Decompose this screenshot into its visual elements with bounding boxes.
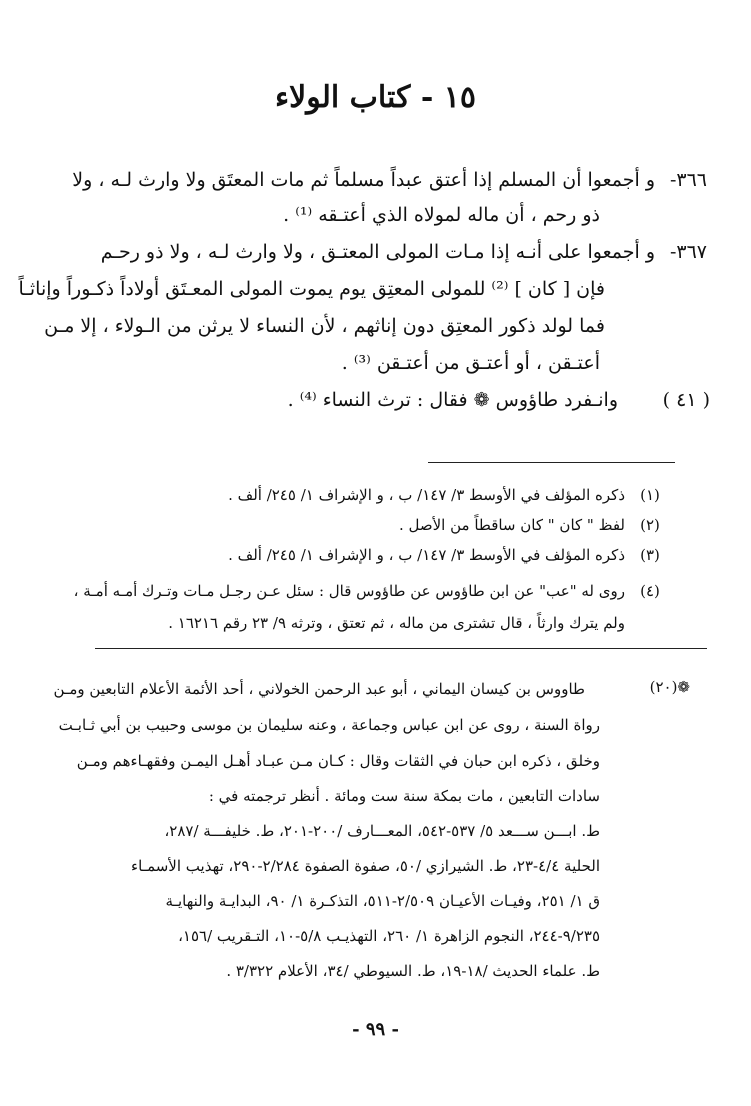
- footnote-text: ولم يترك وارثاً ، قال تشترى من ماله ، ثم تعتق ، وترثه ٩/ ٢٣ رقم ١٦٢١٦ .: [168, 614, 625, 632]
- footnote-text: لفظ " كان " كان ساقطاً من الأصل .: [398, 516, 625, 534]
- biography-line: الحلية ٤/٤-٢٣، ط. الشيرازي /٥٠، صفوة الصفوة ٢/٢٨٤-٢٩٠، تهذيب الأسمـاء: [131, 857, 600, 875]
- article-line: ذو رحم ، أن ماله لمولاه الذي أعتـقه ⁽¹⁾ .: [283, 204, 600, 226]
- footnote-text: روى له "عب" عن ابن طاؤوس عن طاؤوس قال : سئل عـن رجـل مـات وتـرك أمـه أمـة ،: [73, 582, 625, 600]
- footnote-marker: (٣): [640, 546, 660, 564]
- biography-marker: ❁(٢٠): [649, 678, 690, 696]
- footnote-text: ذكره المؤلف في الأوسط ٣/ ١٤٧/ ب ، و الإشراف ١/ ٢٤٥/ ألف .: [228, 546, 625, 564]
- article-number: ٣٦٧-: [669, 241, 707, 263]
- biography-line: رواة السنة ، روى عن ابن عباس وجماعة ، وعنه سليمان بن موسى وحبيب بن أبي ثـابـت: [58, 716, 600, 734]
- footnote-marker: (٤): [640, 582, 660, 600]
- biography-separator: [95, 648, 707, 649]
- biography-line: ط. علماء الحديث /١٨-١٩، ط. السيوطي /٣٤، الأعلام ٣/٣٢٢ .: [226, 962, 600, 980]
- chapter-title: ١٥ - كتاب الولاء: [275, 80, 476, 115]
- footnote-text: ذكره المؤلف في الأوسط ٣/ ١٤٧/ ب ، و الإشراف ١/ ٢٤٥/ ألف .: [228, 486, 625, 504]
- footnote-marker: (١): [640, 486, 660, 504]
- biography-line: ق ١/ ٢٥١، وفيـات الأعيـان ٢/٥٠٩-٥١١، التذكـرة ١/ ٩٠، البدايـة والنهايـة: [165, 892, 600, 910]
- footnote-separator: [428, 462, 675, 463]
- biography-line: سادات التابعين ، مات بمكة سنة ست ومائة . أنظر ترجمته في :: [208, 787, 600, 805]
- footnote-marker: (٢): [640, 516, 660, 534]
- biography-line: ٩/٢٣٥-٢٤٤، النجوم الزاهرة ١/ ٢٦٠، التهذيـب ٥/٨-١٠، التـقريب /١٥٦،: [178, 927, 600, 945]
- article-line: و أجمعوا أن المسلم إذا أعتق عبداً مسلماً ثم مات المعتَق ولا وارث لـه ، ولا: [72, 169, 655, 191]
- biography-line: طاووس بن كيسان اليماني ، أبو عبد الرحمن الخولاني ، أحد الأئمة الأعلام التابعين ومـن: [53, 680, 585, 698]
- article-line: أعتـقن ، أو أعتـق من أعتـقن ⁽³⁾ .: [341, 352, 600, 374]
- article-line: فما لولد ذكور المعتِق دون إناثهم ، لأن النساء لا يرثن من الـولاء ، إلا مـن: [44, 315, 605, 337]
- article-line: فإن [ كان ] ⁽²⁾ للمولى المعتِق يوم يموت المولى المعـتَق أولاداً ذكـوراً وإناثـاً: [18, 278, 605, 300]
- dissent-text: وانـفرد طاؤوس ❁ فقال : ترث النساء ⁽⁴⁾ .: [287, 389, 618, 411]
- article-number: ٣٦٦-: [669, 169, 707, 191]
- article-line: و أجمعوا على أنـه إذا مـات المولى المعتـق ، ولا وارث لـه ، ولا ذو رحـم: [100, 241, 655, 263]
- biography-line: وخلق ، ذكره ابن حبان في الثقات وقال : كـان مـن عبـاد أهـل اليمـن وفقهـاءهم ومـن: [76, 752, 600, 770]
- biography-line: ط. ابـــن ســـعد ٥/ ٥٣٧-٥٤٢، المعـــارف /٢٠٠-٢٠١، ط. خليفـــة /٢٨٧،: [164, 822, 600, 840]
- page-number: - ٩٩ -: [352, 1019, 399, 1040]
- dissent-number: ( ٤١ ): [662, 389, 710, 411]
